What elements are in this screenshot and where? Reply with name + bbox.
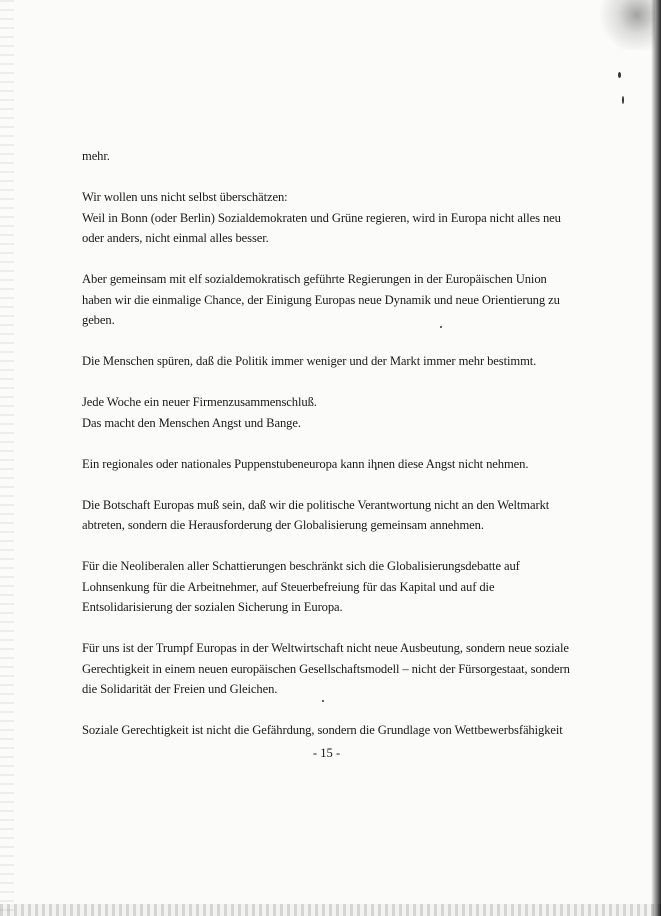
text-line: Aber gemeinsam mit elf sozialdemokratisch geführte Regierungen in der Europäischen Union [82, 272, 547, 286]
paragraph [82, 720, 563, 741]
text-line: Das macht den Menschen Angst und Bange. [82, 415, 301, 430]
scan-edge-right [651, 0, 661, 916]
text-line: Die Botschaft Europas muß sein, daß wir die politische Verantwortung nicht an den Weltmarkt [82, 497, 550, 512]
text-line: Wir wollen uns nicht selbst überschätzen: [82, 190, 288, 204]
page-number-text: - 15 - [312, 746, 341, 760]
text-line: Entsolidarisierung der sozialen Sicherung in Europa. [82, 600, 343, 614]
scan-corner-smudge [595, 0, 655, 50]
paragraph [82, 638, 570, 700]
paragraph [82, 392, 552, 433]
text-line: Die Menschen spüren, daß die Politik immer weniger und der Markt immer mehr bestimmt. [82, 354, 537, 368]
paragraph [82, 146, 552, 167]
paragraph [82, 454, 552, 475]
text-line: oder anders, nicht einmal alles besser. [82, 231, 269, 245]
text-line: abtreten, sondern die Herausforderung der Globalisierung gemeinsam annehmen. [82, 518, 484, 532]
paragraph [82, 187, 561, 249]
page-number [0, 746, 661, 761]
text-line: Weil in Bonn (oder Berlin) Sozialdemokraten und Grüne regieren, wird in Europa nicht alles neu [82, 210, 561, 225]
text-line: Ein regionales oder nationales Puppenstubeneuropa kann ihnen diese Angst nicht nehmen. [82, 456, 529, 471]
paragraph [82, 269, 560, 331]
text-line: mehr. [82, 149, 110, 163]
text-line: geben. [82, 313, 115, 327]
text-line: Soziale Gerechtigkeit ist nicht die Gefährdung, sondern die Grundlage von Wettbewerbsfähigkeit [82, 723, 563, 737]
text-line: Gerechtigkeit in einem neuen europäischen Gesellschaftsmodell – nicht der Fürsorgestaat, sondern [82, 661, 570, 676]
text-line: die Solidarität der Freien und Gleichen. [82, 682, 278, 696]
scan-edge-left [0, 0, 14, 916]
paragraph [82, 351, 552, 372]
scan-speck [618, 72, 621, 78]
text-line: Für die Neoliberalen aller Schattierungen beschränkt sich die Globalisierungsdebatte auf [82, 559, 520, 573]
paragraph [82, 556, 552, 618]
text-line: haben wir die einmalige Chance, der Einigung Europas neue Dynamik und neue Orientierung zu [82, 292, 560, 307]
text-line: Lohnsenkung für die Arbeitnehmer, auf Steuerbefreiung für das Kapital und auf die [82, 579, 495, 594]
scan-speck [622, 96, 624, 104]
body-text [82, 146, 570, 761]
text-line: Jede Woche ein neuer Firmenzusammenschluß. [82, 395, 317, 409]
text-line: Für uns ist der Trumpf Europas in der Weltwirtschaft nicht neue Ausbeutung, sondern neue soziale [82, 641, 569, 655]
scan-edge-bottom [0, 904, 661, 916]
paragraph [82, 495, 552, 536]
